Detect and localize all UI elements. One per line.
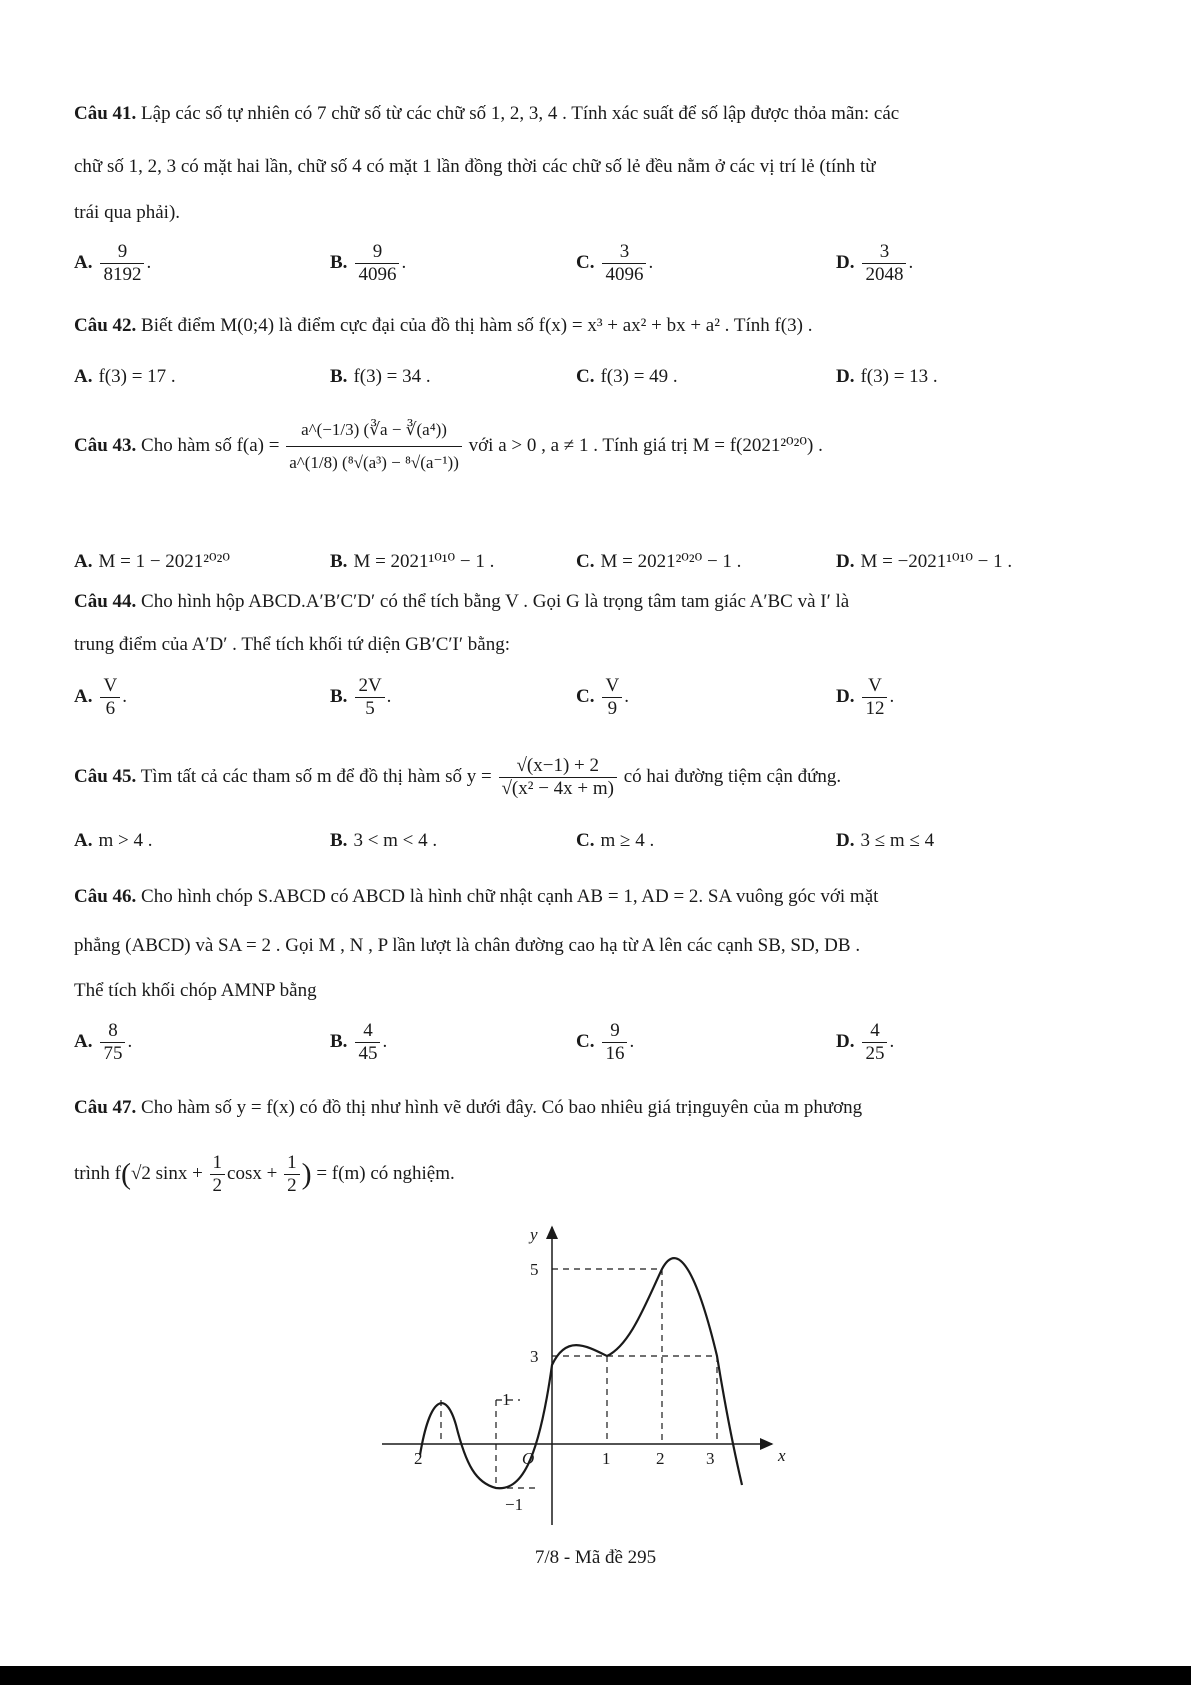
q44-option-c-label: C. [576, 685, 595, 707]
q45-option-d[interactable] [836, 830, 934, 852]
q44-line2: trung điểm của A′D′ . Thể tích khối tứ diện GB′C′I′ bằng: [74, 634, 510, 655]
q41-option-c-den: 4096 [602, 263, 646, 286]
q43-numerator: a^(−1/3) (∛a − ∛(a⁴)) [301, 420, 447, 439]
q47-text2-d: = f(m) có nghiệm. [316, 1162, 455, 1184]
q45-label: Câu 45. [74, 765, 137, 787]
x-tick-3: 3 [706, 1449, 715, 1468]
q43-option-c[interactable] [576, 550, 741, 573]
q41-option-b-label: B. [330, 251, 348, 273]
q45-option-b-text: 3 < m < 4 . [353, 830, 438, 851]
q44-label: Câu 44. [74, 591, 137, 612]
q47-frac2-num: 1 [287, 1152, 297, 1173]
q41-option-d[interactable]: D. $\frac{3}{2048}$ . [836, 241, 914, 285]
q46-option-c-label: C. [576, 1030, 595, 1052]
q46-line1 [74, 886, 878, 908]
q41-line3: trái qua phải). [74, 202, 181, 223]
q45-fraction [499, 755, 618, 800]
q42-option-a[interactable] [74, 366, 176, 388]
q43-fraction [286, 420, 462, 473]
q45-option-b-label: B. [330, 830, 348, 851]
q44-option-a[interactable]: A. $\frac{V}{6}$ . [74, 675, 127, 719]
q43-option-d[interactable] [836, 550, 1012, 573]
q41-option-c-num: 3 [619, 241, 630, 262]
q41-line2: chữ số 1, 2, 3 có mặt hai lần, chữ số 4 có mặt 1 lần đồng thời các chữ số lẻ đều nằm ở các vị trí lẻ (tính từ [74, 156, 876, 177]
q41-option-c[interactable]: C. $\frac{3}{4096}$ . [576, 241, 654, 285]
y-tick-5: 5 [530, 1260, 539, 1279]
q46-option-d-den: 25 [862, 1042, 887, 1065]
q46-label: Câu 46. [74, 886, 137, 907]
q41-option-a-label: A. [74, 251, 93, 273]
q43-option-d-text: M = −2021¹⁰¹⁰ − 1 . [860, 551, 1013, 572]
q43-text-a: Cho hàm số f(a) = [136, 434, 280, 456]
q43-label: Câu 43. [74, 434, 137, 456]
q41-option-a-num: 9 [117, 241, 128, 262]
q45-option-a[interactable] [74, 830, 152, 852]
q44-text1: Cho hình hộp ABCD.A′B′C′D′ có thể tích bằng V . Gọi G là trọng tâm tam giác A′BC và I′ là [136, 591, 850, 612]
y-tick-minus1: −1 [505, 1495, 524, 1514]
q42-option-d-label: D. [836, 366, 855, 387]
q46-option-b-label: B. [330, 1030, 348, 1052]
q41-option-d-den: 2048 [862, 263, 906, 286]
q41-option-d-label: D. [836, 251, 855, 273]
q45-option-c-label: C. [576, 830, 595, 851]
q41-line1 [74, 103, 899, 125]
q46-option-a[interactable]: A. $\frac{8}{75}$ . [74, 1020, 133, 1064]
q45-option-c[interactable] [576, 830, 654, 852]
q42-label: Câu 42. [74, 315, 137, 336]
q46-text1: Cho hình chóp S.ABCD có ABCD là hình chữ nhật cạnh AB = 1, AD = 2. SA vuông góc với mặt [136, 886, 879, 907]
q46-option-a-label: A. [74, 1030, 93, 1052]
q46-option-d-label: D. [836, 1030, 855, 1052]
q41-text1: Lập các số tự nhiên có 7 chữ số từ các chữ số 1, 2, 3, 4 . Tính xác suất để số lập được thỏa mãn: các [136, 103, 900, 124]
q45-text-a: Tìm tất cả các tham số m để đồ thị hàm số y = [136, 765, 492, 787]
q46-option-b-den: 45 [355, 1042, 380, 1065]
q46-option-a-num: 8 [108, 1020, 118, 1041]
x-tick-1: 1 [602, 1449, 611, 1468]
q46-option-b-num: 4 [363, 1020, 373, 1041]
q47-text1: Cho hàm số y = f(x) có đồ thị như hình vẽ dưới đây. Có bao nhiêu giá trịnguyên của m phương [136, 1097, 863, 1118]
q43-option-a-label: A. [74, 551, 93, 572]
q44-option-d-den: 12 [862, 697, 887, 720]
bottom-black-bar [0, 1666, 1191, 1685]
q47-text2-b: √2 sinx + [130, 1162, 203, 1184]
q43-option-b[interactable] [330, 550, 494, 573]
q41-label: Câu 41. [74, 103, 137, 124]
y-tick-3: 3 [530, 1347, 539, 1366]
q47-frac1-num: 1 [212, 1152, 223, 1173]
q44-option-c-num: V [605, 675, 620, 696]
q47-frac2-den: 2 [284, 1174, 300, 1197]
q44-option-d-num: V [868, 675, 882, 696]
q42-option-b-text: f(3) = 34 . [353, 366, 431, 387]
q44-line1 [74, 591, 849, 613]
q47-frac1-den: 2 [210, 1174, 226, 1197]
y-tick-1: 1 [502, 1390, 511, 1409]
q44-option-c[interactable]: C. $\frac{V}{9}$ . [576, 675, 629, 719]
q43-option-a-text: M = 1 − 2021²⁰²⁰ [98, 551, 230, 572]
function-graph [380, 1225, 800, 1535]
q42-option-a-label: A. [74, 366, 93, 387]
q42-line [74, 315, 812, 337]
q46-line3: Thể tích khối chóp AMNP bằng [74, 980, 317, 1001]
q41-option-b-den: 4096 [355, 263, 399, 286]
q45-text-b: có hai đường tiệm cận đứng. [623, 765, 842, 787]
q44-option-b-den: 5 [355, 697, 384, 720]
q46-option-c-den: 16 [602, 1042, 627, 1065]
q44-option-b[interactable]: B. $\frac{2V}{5}$ . [330, 675, 392, 719]
q42-option-c-text: f(3) = 49 . [600, 366, 678, 387]
q45-denominator: √(x² − 4x + m) [499, 777, 618, 800]
q45-option-d-label: D. [836, 830, 855, 851]
q43-option-c-text: M = 2021²⁰²⁰ − 1 . [600, 551, 742, 572]
q42-option-b[interactable] [330, 366, 431, 388]
q42-option-c-label: C. [576, 366, 595, 387]
q47-text2-c: cosx + [227, 1162, 278, 1184]
q41-option-d-num: 3 [879, 241, 890, 262]
q46-line2: phẳng (ABCD) và SA = 2 . Gọi M , N , P lần lượt là chân đường cao hạ từ A lên các cạnh SB, SD, DB . [74, 935, 861, 956]
q42-text: Biết điểm M(0;4) là điểm cực đại của đồ thị hàm số f(x) = x³ + ax² + bx + a² . Tính f(3) . [136, 315, 813, 336]
q44-option-c-den: 9 [602, 697, 622, 720]
origin-label: O [522, 1449, 535, 1468]
q45-option-b[interactable] [330, 830, 437, 852]
q45-option-c-text: m ≥ 4 . [600, 830, 655, 851]
x-axis-label: x [778, 1446, 786, 1465]
q45-numerator: √(x−1) + 2 [516, 755, 599, 776]
page-footer: 7/8 - Mã đề 295 [534, 1547, 657, 1568]
q47-label: Câu 47. [74, 1097, 137, 1118]
q43-denominator: a^(1/8) (⁸√(a³) − ⁸√(a⁻¹)) [286, 446, 462, 473]
q43-option-c-label: C. [576, 551, 595, 572]
q43-line [74, 420, 823, 473]
q45-option-d-text: 3 ≤ m ≤ 4 [860, 830, 935, 851]
q46-option-c-num: 9 [610, 1020, 620, 1041]
q46-option-a-den: 75 [100, 1042, 125, 1065]
q46-option-c[interactable]: C. $\frac{9}{16}$ . [576, 1020, 635, 1064]
q41-option-b-num: 9 [372, 241, 383, 262]
x-tick-2: 2 [656, 1449, 665, 1468]
q45-option-a-label: A. [74, 830, 93, 851]
q45-option-a-text: m > 4 . [98, 830, 153, 851]
q44-option-a-label: A. [74, 685, 93, 707]
q42-option-d[interactable] [836, 366, 938, 388]
q43-option-b-text: M = 2021¹⁰¹⁰ − 1 . [353, 551, 495, 572]
q41-option-a-den: 8192 [100, 263, 144, 286]
q47-line2: trình f(√2 sinx + $\frac{1}{2}$ cosx + $\frac{1}{2}$ ) = f(m) có nghiệm. [74, 1152, 455, 1196]
q42-option-d-text: f(3) = 13 . [860, 366, 938, 387]
q43-option-b-label: B. [330, 551, 348, 572]
q44-option-d-label: D. [836, 685, 855, 707]
q44-option-a-den: 6 [100, 697, 120, 720]
q41-option-a[interactable]: A. $\frac{9}{8192}$ . [74, 241, 152, 285]
guide-lines [441, 1269, 717, 1488]
q44-option-a-num: V [103, 675, 118, 696]
q43-option-a[interactable] [74, 550, 230, 573]
x-tick-minus2: 2 [414, 1449, 423, 1468]
curve-f [420, 1258, 742, 1488]
q41-option-c-label: C. [576, 251, 595, 273]
q47-text2-a: trình f [74, 1162, 121, 1184]
q44-option-b-num: 2V [358, 675, 382, 696]
q46-option-b[interactable]: B. $\frac{4}{45}$ . [330, 1020, 388, 1064]
q47-line1 [74, 1097, 862, 1119]
q45-line [74, 755, 841, 800]
q41-option-b[interactable]: B. $\frac{9}{4096}$ . [330, 241, 407, 285]
q46-option-d[interactable]: D. $\frac{4}{25}$ . [836, 1020, 895, 1064]
q46-option-d-num: 4 [870, 1020, 880, 1041]
q43-text-b: với a > 0 , a ≠ 1 . Tính giá trị M = f(2021²⁰²⁰) . [468, 434, 823, 456]
y-axis-label: y [530, 1225, 538, 1244]
q42-option-b-label: B. [330, 366, 348, 387]
q44-option-b-label: B. [330, 685, 348, 707]
q43-option-d-label: D. [836, 551, 855, 572]
q42-option-a-text: f(3) = 17 . [98, 366, 176, 387]
q42-option-c[interactable] [576, 366, 678, 388]
q44-option-d[interactable]: D. $\frac{V}{12}$ . [836, 675, 895, 719]
